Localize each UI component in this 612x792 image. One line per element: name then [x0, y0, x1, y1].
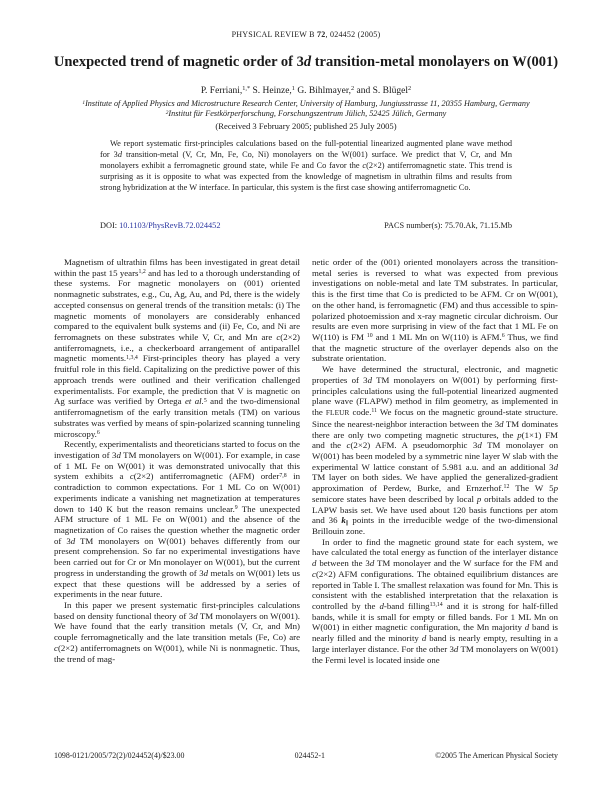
authors-line: P. Ferriani,$^{1,*}$ S. Heinze,$^1$ G. Bihlmayer,$^2$ and S. Blügel$^2$: [200, 85, 412, 96]
paragraph: In order to find the magnetic ground state for each system, we have calculated the total energy as function of the interlayer distance d between the 3d TM monolayer and the W surface for the FM and c(2×2) AFM configurations. The obtained equilibrium distances are reported in Table I. The smallest relaxation was found for Mn. This is consistent with the established interpretation that the relaxation is controlled by the d-band filling$^{13,14}$ and it is strong for half-filled bands, while it is small for empty or filled bands. For 1 ML Mn on W(001) in either magnetic configuration, the Mn majority d band is nearly filled and the minority d band is nearly empty, resulting in a large interlayer distance. For the other 3d TM monolayers on W(001) the Fermi level is located inside one: [312, 536, 558, 665]
doi: [100, 221, 220, 230]
paragraph: We have determined the structural, electronic, and magnetic properties of 3d TM monolayers on W(001) by performing first-principles calculations using the full-potential linearized augmented plane wave (FLAPW) method in film geometry, as implemented in the FLEUR code.$^{11}$ We focus on the magnetic ground-state structure. Since the nearest-neighbor interaction between the 3d TM dominates there are only two competing magnetic structures, the p(1×1) FM and the c(2×2) AFM. A pseudomorphic 3d TM monolayer on W(001) has been modeled by a symmetric nine layer W slab with the experimental W lattice constant of 5.981 a.u. and an additional 3d TM layer on both sides. We have applied the generalized-gradient approximation of Perdew, Burke, and Ernzerhof.$^{12}$ The W 5p semicore states have been described by local p orbitals added to the LAPW basis set. We have used about 120 basis functions per atom and 36 $k_\parallel$ points in the irreducible wedge of the two-dimensional Brillouin zone.: [312, 364, 558, 536]
doi-pacs-line: [100, 221, 512, 230]
paragraph: Magnetism of ultrathin films has been investigated in great detail within the past 15 years$^{1,2}$ and has led to a thorough understanding of these systems. For magnetic monolayers on (001) oriented nonmagnetic substrates, e.g., Cu, Ag, Au, and Pd, there is the widely accepted consensus on general trends of the transition metals: (i) The magnetic moments of monolayers are considerably enhanced compared to the equivalent bulk systems and (ii) Fe, Co, and Ni are ferromagnets on these substrates while V, Cr, and Mn are c(2×2) antiferromagnets, i.e., a checkerboard arrangement of antiparallel magnetic moments.$^{1,3,4}$ First-principles theory has played a very fruitful role in this field. Capitalizing on the predictive power of this approach trends were outlined and their verification challenged experimentalists. For example, the prediction that V is magnetic on Ag surface was verified by Ortega et al.$^5$ and the two-dimensional antiferromagnetism of the early transition metals (TM) on various substrates was verfied by means of spin-polarized scanning tunneling microscopy.$^6$: [54, 257, 301, 439]
pacs-numbers: PACS number(s): 75.70.Ak, 71.15.Mb: [384, 221, 512, 230]
doi-label: DOI:: [100, 221, 120, 230]
journal-header: PHYSICAL REVIEW B 72, 024452 (2005): [231, 30, 381, 39]
page-footer: [54, 751, 558, 760]
paper-title: Unexpected trend of magnetic order of 3d transition-metal monolayers on W(001): [53, 54, 559, 70]
paragraph: netic order of the (001) oriented monolayers across the transition-metal series is reversed to what was expected from previous investigations on noble-metal and late TM substrates. In particular, this is the first time that Co is predicted to be AFM. Cr on W(001), on the other hand, is ferromagnetic (FM) and thus accessible to spin-polarized photoemission and x-ray magnetic circular dichroism. Our results are even more surprising in view of the fact that 1 ML Fe on W(110) is FM $^{10}$ and 1 ML Mn on W(110) is AFM.$^6$ Thus, we find that the magnetic structure of the overlayer depends also on the substrate orientation.: [312, 257, 558, 364]
footer-copyright: ©2005 The American Physical Society: [435, 751, 558, 760]
affiliation-1: $^1$Institute of Applied Physics and Microstructure Research Center, University of Hamburg, Jungiusstrasse 11, 20355 Hamburg, Germany: [82, 99, 530, 108]
article-body: [54, 257, 558, 665]
received-line: (Received 3 February 2005; published 25 July 2005): [215, 121, 397, 131]
left-column: [54, 257, 300, 665]
footer-page-number: 024452-1: [294, 751, 325, 760]
doi-link[interactable]: 10.1103/PhysRevB.72.024452: [119, 221, 221, 230]
right-column: [312, 257, 558, 665]
paragraph: In this paper we present systematic first-principles calculations based on density functional theory of 3d TM monolayers on W(001). We have found that the early transition metals (V, Cr, and Mn) couple ferromagnetically and the late transition metals (Fe, Co) are c(2×2) antiferromagnets on W(001), while Ni is nonmagnetic. Thus, the trend of mag-: [54, 600, 301, 664]
paragraph: Recently, experimentalists and theoreticians started to focus on the investigation of 3d TM monolayers on W(001). For example, in case of 1 ML Fe on W(001) it was demonstrated univocally that this system exhibits a c(2×2) antiferromagnetic (AFM) order$^{7,8}$ in contradiction to common expectations. For 1 ML Co on W(001) experiments indicate a vanishing net magnetization at temperatures down to 140 K but the reason remains unclear.$^9$ The unexpected AFM structure of 1 ML Fe on W(001) and the absence of the magnetization of Co raises the question whether the magnetic order of 3d TM monolayers on W(001) behaves differently from our present comprehension. So far no experimental investigations have been carried out for Cr or Mn monolayer on W(001), but the current progress in understanding the growth of 3d metals on W(001) lets us expect that these questions will be addressed by a series of experiments in the near future.: [54, 439, 300, 600]
affiliation-2: $^2$Institut für Festkörperforschung, Forschungszentrum Jülich, 52425 Jülich, Germany: [165, 109, 447, 118]
abstract: We report systematic first-principles calculations based on the full-potential linearized augmented plane wave method for 3d transition-metal (V, Cr, Mn, Fe, Co, Ni) monolayers on the W(001) surface. We predict that V, Cr, and Mn monolayers exhibit a ferromagnetic ground state, while Fe and Co favor the c(2×2) antiferromagnetic state. This trend is surprising as it is opposite to what was expected from the knowledge of magnetism in ultrathin films and results from strong hybridization at the W interface. In particular, this system is the first case showing antiferromagnetic Co.: [100, 139, 512, 192]
footer-issn: 1098-0121/2005/72(2)/024452(4)/$23.00: [54, 751, 185, 760]
